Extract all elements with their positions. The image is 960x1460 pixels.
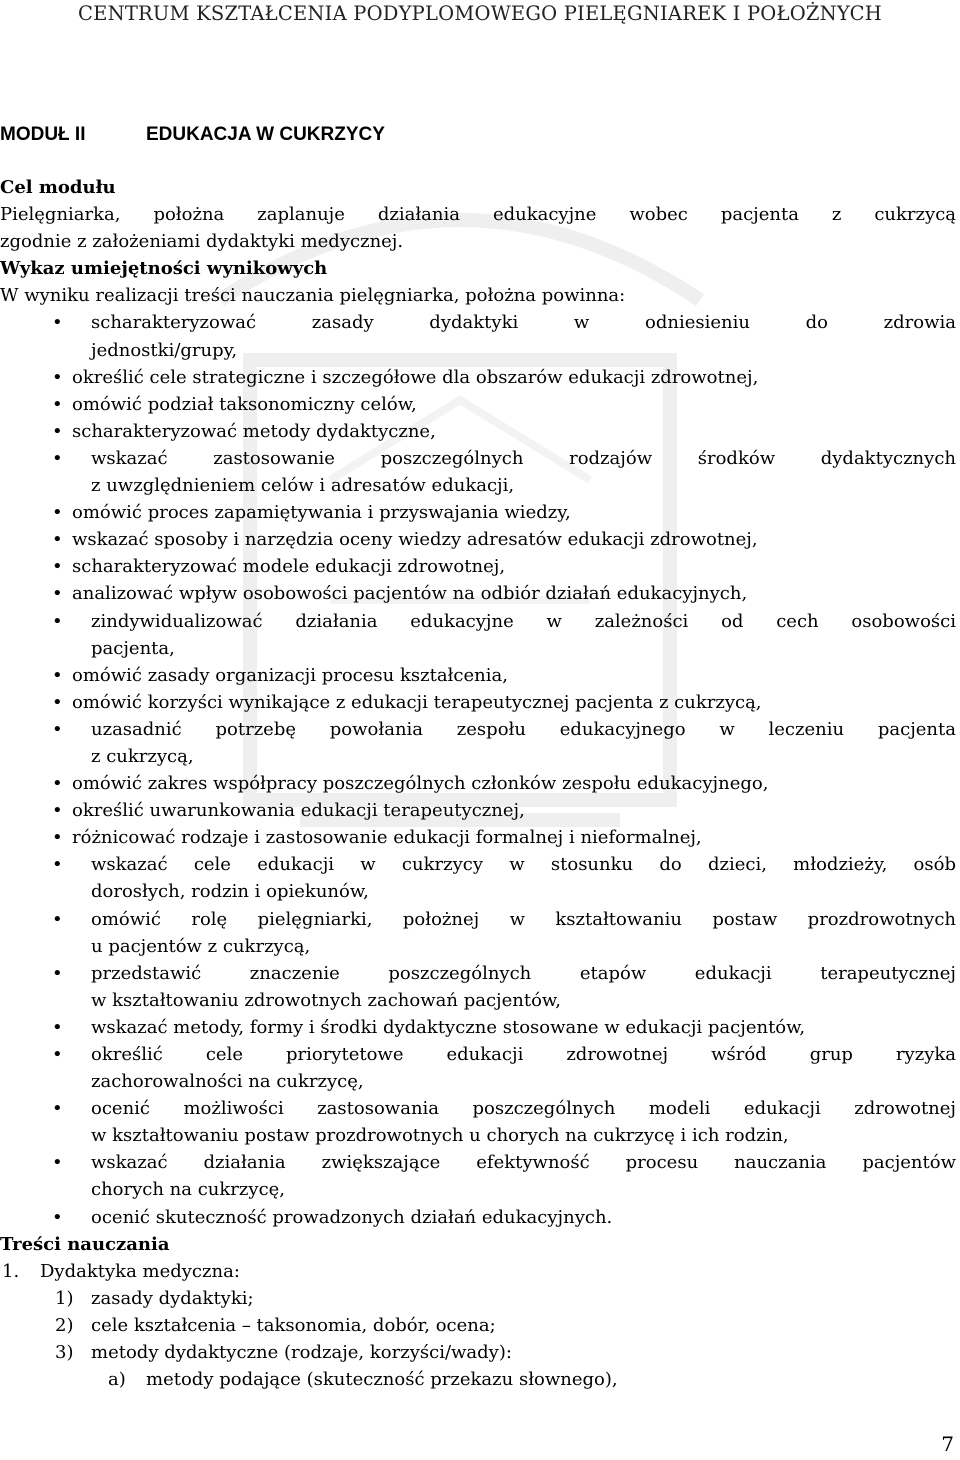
bullet-icon: • [52,1016,63,1038]
bullet-icon: • [52,502,63,524]
bullet-icon: • [52,529,63,551]
goal-text-line1: Pielęgniarka, położna zaplanuje działania edukacyjne wobec pacjenta z cukrzycą [0,204,956,226]
skill-text-continuation: z cukrzycą, [91,745,194,767]
bullet-icon: • [52,420,63,442]
skill-text-first-line: ocenić skuteczność prowadzonych działań edukacyjnych. [91,1206,613,1228]
skill-list-item [0,553,956,580]
skill-text-first-line: scharakteryzować zasady dydaktyki w odniesieniu do zdrowia [91,312,956,334]
sub-label: cele kształcenia – taksonomia, dobór, ocena; [91,1314,496,1336]
document-body [0,121,956,1393]
skill-list-item [0,608,956,662]
skill-list-item [0,851,956,905]
sub-number: 1) [55,1287,74,1309]
skill-text-first-line: omówić rolę pielęgniarki, położnej w kształtowaniu postaw prozdrowotnych [91,908,956,930]
skill-text-continuation: w kształtowaniu zdrowotnych zachowań pacjentów, [91,989,561,1011]
bullet-icon: • [52,962,63,984]
bullet-icon: • [52,1098,63,1120]
goal-heading: Cel modułu [0,177,116,198]
skill-text: scharakteryzować modele edukacji zdrowotnej, [72,556,506,578]
skill-text-continuation: z uwzględnieniem celów i adresatów edukacji, [91,475,515,497]
bullet-icon: • [52,556,63,578]
skill-list-item [0,770,956,797]
skill-text: scharakteryzować metody dydaktyczne, [72,420,436,442]
bullet-icon: • [52,854,63,876]
page-header: CENTRUM KSZTAŁCENIA PODYPLOMOWEGO PIELĘGNIAREK I POŁOŻNYCH [78,2,882,25]
bullet-icon: • [52,366,63,388]
sub-number: 2) [55,1314,74,1336]
skill-text: różnicować rodzaje i zastosowanie edukacji formalnej i nieformalnej, [72,827,702,849]
skill-list-item [0,445,956,499]
skill-list-item [0,689,956,716]
bullet-icon: • [52,691,63,713]
skill-text: omówić zakres współpracy poszczególnych członków zespołu edukacyjnego, [72,773,769,795]
module-number: MODUŁ II [0,124,86,145]
skill-list-item [0,1149,956,1203]
skill-list-item [0,1095,956,1149]
bullet-icon: • [52,1206,63,1228]
bullet-icon: • [52,447,63,469]
skill-list-item [0,309,956,363]
skill-list-item [0,391,956,418]
skill-list-item [0,716,956,770]
skill-text: analizować wpływ osobowości pacjentów na odbiór działań edukacyjnych, [72,583,748,605]
skills-intro: W wyniku realizacji treści nauczania pielęgniarka, położna powinna: [0,285,626,307]
skill-text-continuation: zachorowalności na cukrzycę, [91,1071,364,1093]
skill-text-first-line: wskazać cele edukacji w cukrzycy w stosunku do dzieci, młodzieży, osób [91,854,956,876]
skill-text-first-line: uzasadnić potrzebę powołania zespołu edukacyjnego w leczeniu pacjenta [91,718,956,740]
skill-text: określić cele strategiczne i szczegółowe dla obszarów edukacji zdrowotnej, [72,366,759,388]
skill-list-item [0,499,956,526]
sub-label: zasady dydaktyki; [91,1287,254,1309]
contents-section-1 [0,1258,956,1285]
skill-list-item [0,526,956,553]
bullet-icon: • [52,393,63,415]
skill-list-item [0,418,956,445]
skill-text-first-line: zindywidualizować działania edukacyjne w zależności od cech osobowości [91,610,956,632]
skill-text: omówić korzyści wynikające z edukacji terapeutycznej pacjenta z cukrzycą, [72,691,762,713]
skill-text: omówić podział taksonomiczny celów, [72,393,417,415]
skill-text-first-line: wskazać metody, formy i środki dydaktyczne stosowane w edukacji pacjentów, [91,1016,806,1038]
skill-text-first-line: określić cele priorytetowe edukacji zdrowotnej wśród grup ryzyka [91,1044,956,1065]
bullet-icon: • [52,664,63,686]
page-number: 7 [941,1432,954,1456]
skill-list-item [0,1014,956,1041]
bullet-icon: • [52,718,63,740]
bullet-icon: • [52,800,63,822]
goal-text-line2: zgodnie z założeniami dydaktyki medycznej. [0,231,404,253]
section-label: Dydaktyka medyczna: [40,1260,240,1282]
skills-list [0,309,956,1230]
skill-text-first-line: ocenić możliwości zastosowania poszczególnych modeli edukacji zdrowotnej [91,1098,956,1120]
skill-text: omówić zasady organizacji procesu kształcenia, [72,664,508,686]
skill-text: określić uwarunkowania edukacji terapeutycznej, [72,800,525,822]
bullet-icon: • [52,827,63,849]
skill-list-item [0,364,956,391]
bullet-icon: • [52,1152,63,1174]
skill-list-item [0,906,956,960]
skill-list-item [0,580,956,607]
subsub-label: metody podające (skuteczność przekazu słownego), [146,1369,618,1391]
skill-list-item [0,662,956,689]
skill-text-continuation: jednostki/grupy, [91,339,238,361]
skill-list-item [0,824,956,851]
skill-list-item [0,1041,956,1095]
skill-text-first-line: przedstawić znaczenie poszczególnych etapów edukacji terapeutycznej [91,962,956,984]
module-title [0,121,956,148]
skill-text-continuation: pacjenta, [91,637,175,659]
bullet-icon: • [52,312,63,334]
module-name: EDUKACJA W CUKRZYCY [146,124,385,145]
skill-text-continuation: chorych na cukrzycę, [91,1179,286,1201]
skill-list-item [0,797,956,824]
bullet-icon: • [52,583,63,605]
contents-heading: Treści nauczania [0,1233,170,1255]
skill-text-continuation: dorosłych, rodzin i opiekunów, [91,881,369,903]
contents-sub-item [0,1339,956,1366]
contents-subsub-item [0,1366,956,1393]
skill-text-continuation: w kształtowaniu postaw prozdrowotnych u chorych na cukrzycę i ich rodzin, [91,1125,789,1147]
bullet-icon: • [52,610,63,632]
skill-text-continuation: u pacjentów z cukrzycą, [91,935,311,957]
skills-heading: Wykaz umiejętności wynikowych [0,258,328,280]
section-number: 1. [2,1260,20,1282]
skill-text-first-line: wskazać działania zwiększające efektywność procesu nauczania pacjentów [91,1152,956,1174]
skill-list-item [0,1204,956,1231]
bullet-icon: • [52,908,63,930]
bullet-icon: • [52,773,63,795]
skill-text: wskazać sposoby i narzędzia oceny wiedzy adresatów edukacji zdrowotnej, [72,529,758,551]
sub-number: 3) [55,1342,74,1364]
contents-sub-list [0,1285,956,1366]
subsub-number: a) [108,1369,126,1391]
skill-text: omówić proces zapamiętywania i przyswajania wiedzy, [72,502,571,524]
contents-sub-item [0,1312,956,1339]
sub-label: metody dydaktyczne (rodzaje, korzyści/wady): [91,1342,512,1364]
skill-list-item [0,960,956,1014]
contents-sub-item [0,1285,956,1312]
skill-text-first-line: wskazać zastosowanie poszczególnych rodzajów środków dydaktycznych [91,447,956,469]
bullet-icon: • [52,1044,63,1065]
